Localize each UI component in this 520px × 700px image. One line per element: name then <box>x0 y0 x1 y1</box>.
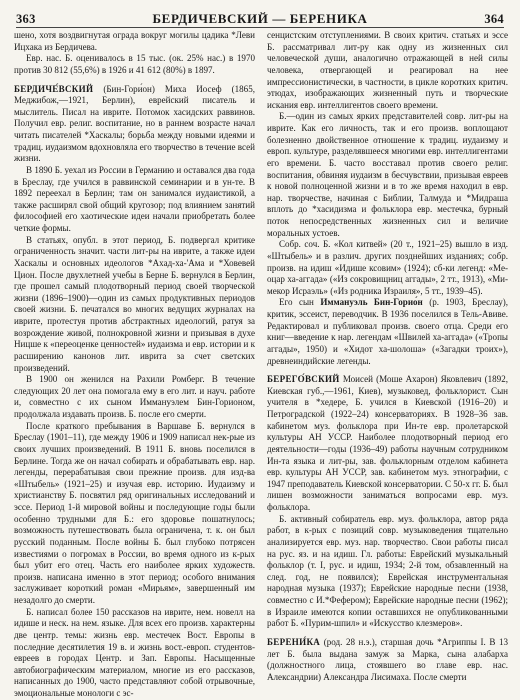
page-number-right: 364 <box>484 12 504 26</box>
paragraph: В статьях, опубл. в этот период, Б. подвергал критике ограниченность значит. части лит-ры на иврите, а также идеи Хаскалы и основных идеологов *Ахад-ха-'Ама и *Ховевей Цион. После двухлетней учебы в Берне Б. вернулся в Берлин, где прошел самый плодотворный период своей творческой жизни (1896–1900)—один из самых продуктивных периодов своей жизни. Б. печатался во многих ведущих журналах на иврите, протестуя против абстрактных идеологий, ратуя за возрождение живой, полнокровной жизни и призывая в духе Ницше к «переоценке ценностей» иудаизма и евр. истории и к расширению канонов лит. иврита за счет светских произведений. <box>14 234 255 373</box>
running-title: БЕРДИЧЕВСКИЙ — БЕРЕНИКА <box>152 11 368 26</box>
page-number-left: 363 <box>16 12 36 26</box>
headword-beregovsky: БЕРЕГО́ВСКИЙ <box>267 374 340 385</box>
paragraph: Б.—один из самых ярких представителей совр. лит-ры на иврите. Как его личность, так и его произв. воплощают болезненно двойственное отношение к традиц. иудаизму и европ. культуре, разделявшееся многими евр. интеллигентами его времени. Б. часто восставал против своего религ. воспитания, обвиняя иудаизм в бесчувствии, призывая евреев к новой полноценной жизни и в то же время находил в евр. нар. творчестве, начиная с Библии, Талмуда и *Мидраша вплоть до *хасидизма и фольклора евр. местечка, бурный поток непосредственных жизненных сил и величие моральных устоев. <box>267 111 508 238</box>
paragraph-continued: шено, хотя воздвигнутая ограда вокруг могилы цадика *Леви Ицхака из Бердичева. <box>14 30 255 52</box>
headword-berenika: БЕРЕНИ́КА <box>267 636 321 647</box>
entry-berenika-text: (род. 28 н.э.), старшая дочь *Агриппы I. В 13 лет Б. была выдана замуж за Марка, сына алабарха (должностного лица, стоявшего во главе евр. нас. Александрии) Александра Лисимаха. После смерти <box>267 636 508 682</box>
running-header <box>16 5 504 28</box>
column-right <box>267 30 508 698</box>
paragraph: Б. активный собиратель евр. муз. фольклора, автор ряда работ, в к-рых с позиций совр. музыковедения тщательно анализируется евр. муз. нар. творчество. Свои работы писал на рус. яз. и на идиш. Гл. работы: Еврейский музыкальный фольклор (т. I, рус. и идиш, 1934; 2-й том, обзавленный на след. год, не появился); Еврейская инструментальная народная музыка (1937); Еврейские народные песни (1938, совместно с И.*Фефером); Еврейские народные песни (1962); в Израиле имеются копии оставшихся не опубликованными работ Б. «Пурим-шпил» и «Искусство клезмеров». <box>267 513 508 629</box>
entry-beregovsky <box>267 374 508 514</box>
entry-berdichevsky-text: (Бин-Гори́он) Миха Иосеф (1865, Меджибож,—1921, Берлин), еврейский писатель и мыслитель. Писал на иврите. Потомок хасидских раввинов. Получил евр. религ. воспитание, но в раннем возрасте начал читать писателей *Хаскалы; борьба между новыми идеями и традиц. иудаизмом вдохновляла его творчество в течение всей жизни. <box>14 83 255 164</box>
son-text: (р. 1903, Бреслау), критик, эссеист, переводчик. В 1936 поселился в Тель-Авиве. Редактировал и публиковал произв. своего отца. Среди его книг—введение к нар. легендам «Швилей ха-аггада» («Тропы аггады», 1950) и «Хидот ха-шолоша» («Загадки троих»), древнеиндийские легенды. <box>267 297 508 366</box>
son-intro: Его сын <box>279 297 314 308</box>
entry-berdichevsky <box>14 84 255 165</box>
paragraph-continued: сенцистским отступлениями. В своих критич. статьях и эссе Б. рассматривал лит-ру как одну из жизненных сил человеческой души, аналогично отражающей в ней силы человека, отвергающей и реагировал на нее импрессионистически, в частности, в цикле коротких критич. этюдах, изображающих жизненный путь и творческие искания евр. интеллигентов своего времени. <box>267 30 508 110</box>
entry-beregovsky-text: Моисей (Моше Ахарон) Яковлевич (1892, Киевская губ.,—1961, Киев), музыковед, фольклорист. Сын учителя в *хедере, Б. учился в Киевской (1916–20) и Петроградской (1922–24) консерваториях. В 1928–36 зав. кабинетом муз. фольклора при Ин-те евр. пролетарской культуры АН УССР. Наиболее плодотворный период его деятельности—годы (1936–49) работы научным сотрудником Ин-та языка и лит-ры, зав. фольклорным отделом кабинета евр. культуры АН УССР, зав. кабинетом муз. этнографии, с 1947 преподаватель Киевской консерватории. С 50-х гг. Б. был лишен возможности заниматься вопросами евр. муз. фольклора. <box>267 374 508 512</box>
paragraph: Б. написал более 150 рассказов на иврите, нем. новелл на идише и неск. на нем. языке. Для всех его произв. характерны две центр. темы: жизнь евр. местечек Вост. Европы в последние десятилетия 19 в. и жизнь вост.-европ. студентов-евреев в городах Центр. и Зап. Европы. Насыщенные автобиографическим материалом, многие из его рассказов, написанных до 1900, часто представляют собой отрывочные, эмоциональные монологи с эс- <box>14 606 255 698</box>
entry-berenika <box>267 637 508 684</box>
paragraph: После краткого пребывания в Варшаве Б. вернулся в Бреслау (1901–11), где между 1906 и 1909 написал нек-рые из своих лучших произведений. В 1911 Б. вновь поселился в Берлине. Тогда же он начал собирать и обрабатывать евр. нар. легенды, перерабатывая свои прежние произв. для изд-ва «Штыбель» (1921–25) и изучая евр. историю. Иудаизму и христианству Б. посвятил ряд оригинальных исследований и эссе. Период 1-й мировой войны и последующие годы были особенно трудными для Б.: его здоровье пошатнулось; возможность путешествовать была ограничена, т. к. он был русский поданным. После войны Б. был глубоко потрясен известиями о погромах в России, во время одного из к-рых был убит его отец. Часть его наиболее ярких художеств. произв. написана именно в этот период; особого внимания заслуживает короткий роман «Мирьям», завершенный им незадолго до смерти. <box>14 420 255 605</box>
son-name: Иммануэль Бин-Горио́н <box>320 297 423 308</box>
text-columns <box>14 30 508 698</box>
column-left <box>14 30 255 698</box>
paragraph-statistics: Евр. нас. Б. оценивалось в 15 тыс. (ок. 25% нас.) в 1970 против 30 812 (55,6%) в 1926 и 41 612 (80%) в 1897. <box>14 53 255 75</box>
paragraph-works: Собр. соч. Б. «Кол китвей» (20 т., 1921–25) вышло в изд. «Штыбель» и в различ. других позднейших изданиях; собр. произв. на идиш «Идише ксовим» (1924); сб-ки легенд: «Ме-оцар ха-аггада» («Из сокровищниц аггады», 2 тт., 1913), «Ми-мекор Исраэль» («Из родника Израиля», 5 тт., 1939–45). <box>267 239 508 296</box>
paragraph: В 1900 он женился на Рахили Ромберг. В течение следующих 20 лет она помогала ему в его лит. и науч. работе и, совместно с их сыном Иммануэлем Бин-Горионом, продолжала издавать произв. Б. после его смерти. <box>14 374 255 419</box>
paragraph-son <box>267 297 508 367</box>
paragraph: В 1890 Б. уехал из России в Германию и оставался два года в Бреслау, где учился в раввинской семинарии и в ун-те. В 1892 переехал в Берлин; там он занимался иудаистикой, а также расширял свой общий кругозор; под влиянием занятий философией его хаотические идеи начали приобретать более четкие формы. <box>14 164 255 233</box>
headword-berdichevsky: БЕРДИЧЕ́ВСКИЙ <box>14 83 94 94</box>
